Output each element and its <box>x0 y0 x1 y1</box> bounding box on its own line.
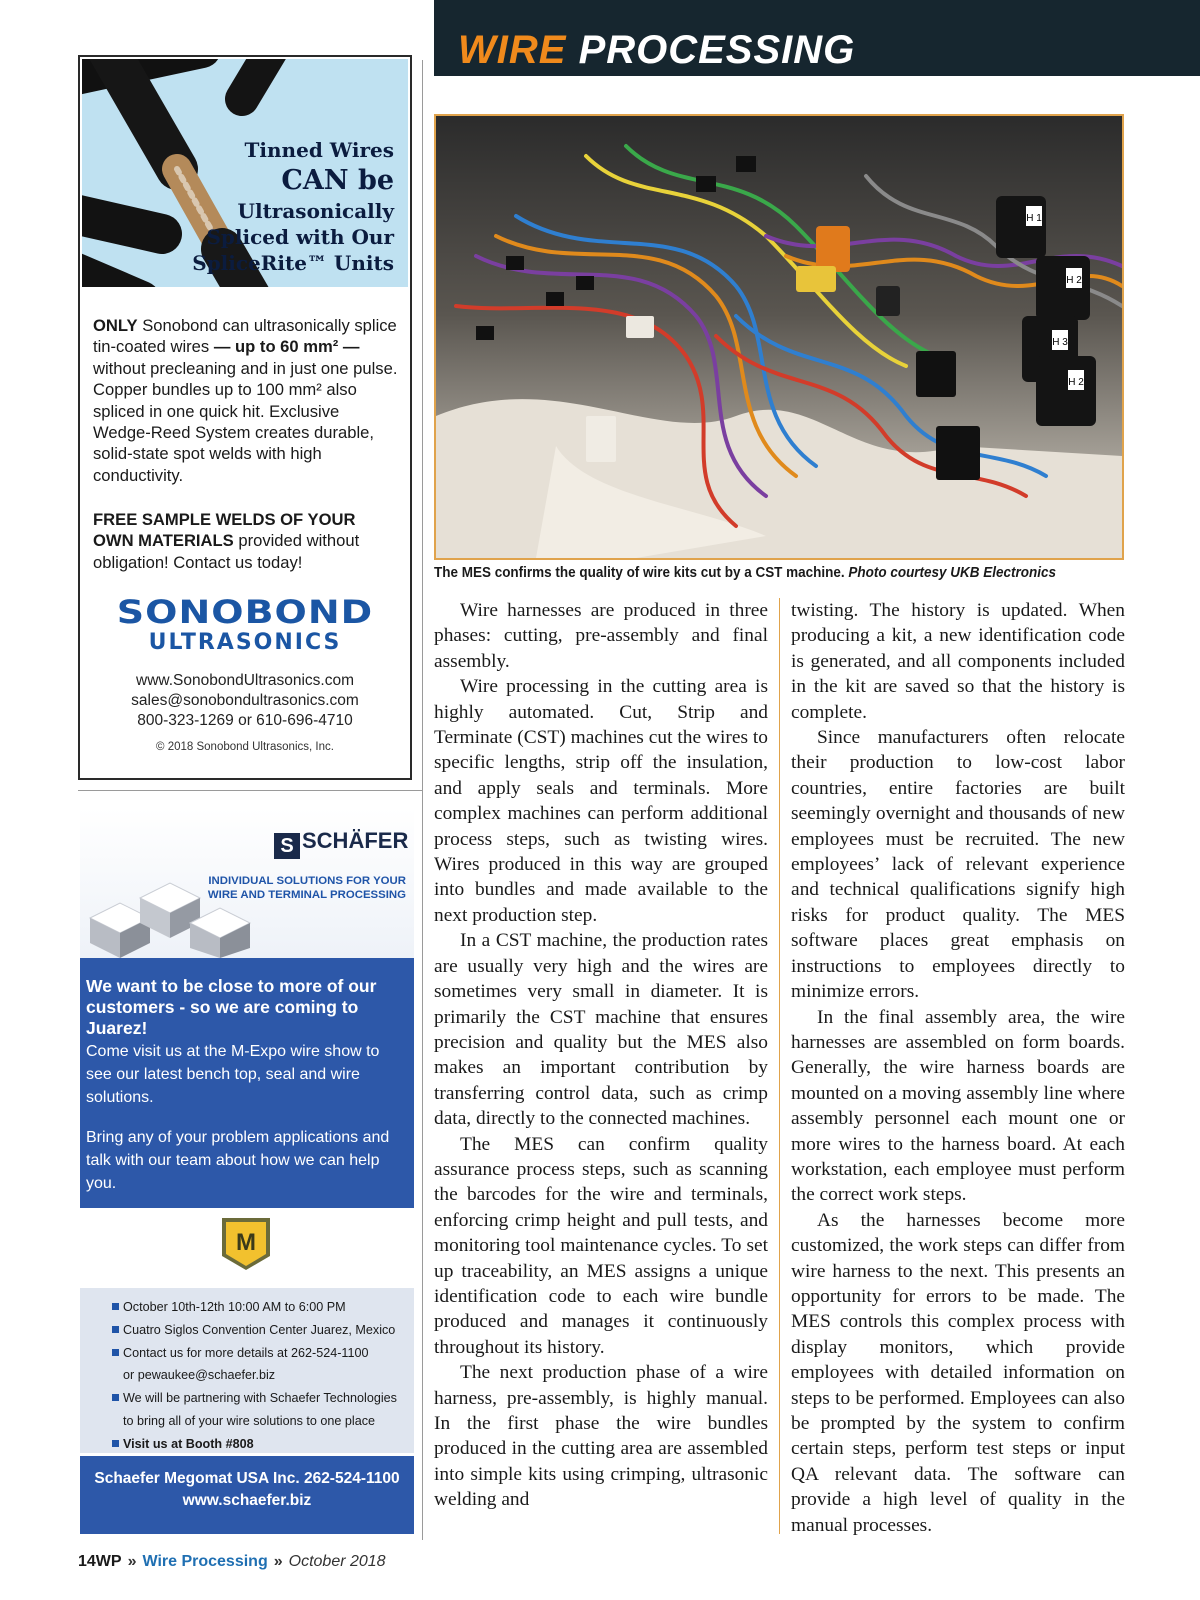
event-text: or pewaukee@schaefer.biz <box>123 1368 276 1383</box>
event-text: to bring all of your wire solutions to one place <box>123 1413 376 1428</box>
event-item-continued <box>112 1410 412 1433</box>
website-link[interactable]: www.SonobondUltrasonics.com <box>136 672 354 689</box>
headline-line: Spliced with Our <box>206 225 394 250</box>
column-divider <box>422 60 423 1540</box>
headline-line: CAN be <box>281 165 394 196</box>
article-paragraph: Since manufacturers often relocate their production to low-cost labor countries, entire factories are built seemingly overnight and thousands of new employees must be recruited. The new employees’ lack of relevant experience and technical qualifications signify high risks for product quality. The MES software places great emphasis on instructions to employees directly to minimize errors. <box>791 727 1125 1003</box>
schaefer-ad[interactable] <box>80 808 414 1534</box>
schaefer-tagline: INDIVIDUAL SOLUTIONS FOR YOUR WIRE AND TERMINAL PROCESSING <box>207 875 406 901</box>
section-title <box>458 30 855 70</box>
harness-label: H 2 <box>1068 377 1084 388</box>
body-text: without precleaning and in just one pulse. Copper bundles up to 100 mm² also spliced in one quick hit. Exclusive Wedge-Reed System creates durable, solid-state spot welds with high conductivity. <box>93 358 398 485</box>
article-column-2 <box>791 598 1125 1538</box>
tinned-wire-photo <box>82 59 408 287</box>
schaefer-footer <box>80 1456 414 1534</box>
offer-emphasis: FREE SAMPLE WELDS OF YOUR OWN MATERIALS <box>93 510 356 551</box>
schaefer-logo-mark: S <box>274 833 300 859</box>
issue-date: October 2018 <box>288 1553 386 1570</box>
schaefer-logo <box>274 828 408 859</box>
headline-line: SpliceRite™ Units <box>192 251 394 276</box>
harness-label: H 1 <box>1026 213 1042 224</box>
bullet-icon <box>112 1303 119 1310</box>
section-title-accent: WIRE <box>458 28 567 72</box>
logo-wordmark: SONOBOND <box>116 593 374 631</box>
caption-credit: Photo courtesy UKB Electronics <box>848 565 1056 581</box>
event-item <box>112 1433 412 1456</box>
magazine-name: Wire Processing <box>142 1553 268 1570</box>
article-paragraph: As the harnesses become more customized, the work steps can differ from wire harness to the next. This presents an opportunity for errors to be made. The MES controls this complex process with display monitors, which provide employees with detailed information on steps to be performed. Employees can also be prompted by the system to confirm certain steps, perform test steps or input QA relevant data. The software can provide a high level of quality in the manual processes. <box>791 1209 1125 1536</box>
bullet-icon <box>112 1326 119 1333</box>
offer-text: provided without obligation! Contact us today! <box>93 531 360 572</box>
body-text: Sonobond can ultrasonically splice tin-coated wires <box>93 316 397 357</box>
schaefer-paragraph: Bring any of your problem applications and talk with our team about how we can help you. <box>86 1129 390 1192</box>
sonobond-offer-copy <box>93 509 398 573</box>
schaefer-heading: We want to be close to more of our customers - so we are coming to Juarez! <box>86 976 377 1038</box>
article-paragraph: In the final assembly area, the wire harnesses are assembled on form boards. Generally, the wire harness boards are mounted on a moving assembly line where assembly personnel each mount one or more wires to the harness board. At each workstation, each employee must perform the correct work steps. <box>791 1006 1125 1206</box>
caption-text: The MES confirms the quality of wire kits cut by a CST machine. <box>434 565 849 581</box>
sonobond-body-copy <box>93 315 398 486</box>
article-paragraph: twisting. The history is updated. When producing a kit, a new identification code is generated, and all components included in the kit are saved so that the history is complete. <box>791 600 1125 723</box>
event-text: Contact us for more details at 262-524-1100 <box>123 1345 369 1360</box>
page-footer <box>78 1553 386 1571</box>
schaefer-wordmark: SCHÄFER <box>302 828 409 853</box>
article-paragraph: The next production phase of a wire harness, pre-assembly, is highly manual. In the first phase the wire bundles produced in the cutting area are assembled into simple kits using crimping, ultrasonic welding and <box>434 1362 768 1511</box>
bullet-icon <box>112 1349 119 1356</box>
section-title-rest: PROCESSING <box>578 28 856 72</box>
event-item <box>112 1387 412 1410</box>
event-item-continued <box>112 1364 412 1387</box>
ad-separator-rule <box>78 790 422 791</box>
schaefer-message-panel <box>80 958 414 1208</box>
sonobond-logo <box>80 593 410 655</box>
event-text: Cuatro Siglos Convention Center Juarez, Mexico <box>123 1322 396 1337</box>
schaefer-paragraph: Come visit us at the M-Expo wire show to see our latest bench top, seal and wire solutions. <box>86 1043 380 1106</box>
bullet-icon <box>112 1440 119 1447</box>
event-item <box>112 1296 412 1319</box>
event-text: Visit us at Booth #808 <box>123 1436 254 1451</box>
sonobond-headline <box>174 137 394 276</box>
body-emphasis: — up to 60 mm² — <box>213 337 360 357</box>
event-item <box>112 1342 412 1365</box>
photo-caption <box>434 565 1085 581</box>
headline-line: Tinned Wires <box>244 138 394 162</box>
column-separator <box>779 598 780 1534</box>
event-item <box>112 1319 412 1342</box>
bullet-icon <box>112 1394 119 1401</box>
article-column-1 <box>434 598 768 1513</box>
sonobond-copyright: © 2018 Sonobond Ultrasonics, Inc. <box>156 741 334 753</box>
event-text: We will be partnering with Schaefer Technologies <box>123 1391 397 1406</box>
schaefer-company-phone: Schaefer Megomat USA Inc. 262-524-1100 <box>94 1470 400 1487</box>
body-emphasis: ONLY <box>93 316 138 335</box>
article-paragraph: The MES can confirm quality assurance process steps, such as scanning the barcodes for the wire and terminals, enforcing crimp height and pull tests, and monitoring tool maintenance cycles. To set up traceability, an MES assigns a unique identification code to each wire bundle produced and manages it continuously throughout its history. <box>434 1133 768 1358</box>
page-number: 14WP <box>78 1553 122 1570</box>
email-link[interactable]: sales@sonobondultrasonics.com <box>131 692 359 709</box>
footer-separator: » <box>127 1553 137 1570</box>
article-paragraph: Wire processing in the cutting area is highly automated. Cut, Strip and Terminate (CST) machines cut the wires to specific lengths, strip off the insulation, and apply seals and terminals. More complex machines can perform additional process steps, such as twisting wires. Wires produced in this way are grouped into bundles and made available to the next production step. <box>434 676 768 926</box>
phone-number: 800-323-1269 or 610-696-4710 <box>137 712 353 729</box>
schaefer-website-link[interactable]: www.schaefer.biz <box>182 1492 312 1509</box>
logo-subtitle: ULTRASONICS <box>148 630 342 655</box>
schaefer-event-details <box>80 1288 414 1453</box>
harness-label: H 3 <box>1052 337 1068 348</box>
svg-text:M: M <box>236 1229 256 1256</box>
event-text: October 10th-12th 10:00 AM to 6:00 PM <box>123 1300 346 1314</box>
harness-label: H 2 <box>1066 275 1082 286</box>
headline-line: Ultrasonically <box>237 199 394 224</box>
article-paragraph: In a CST machine, the production rates are usually very high and the wires are sometimes very small in diameter. It is primarily the CST machine that ensures precision and quality but the MES also makes an important contribution by transferring control data, such as crimp data, directly to the connected machines. <box>434 930 768 1130</box>
sonobond-ad[interactable] <box>78 55 412 780</box>
m-expo-badge-icon <box>220 1216 272 1272</box>
wire-harness-photo <box>434 114 1124 560</box>
sonobond-contact <box>80 671 410 731</box>
footer-separator: » <box>273 1553 283 1570</box>
article-paragraph: Wire harnesses are produced in three phases: cutting, pre-assembly and final assembly. <box>434 600 768 672</box>
